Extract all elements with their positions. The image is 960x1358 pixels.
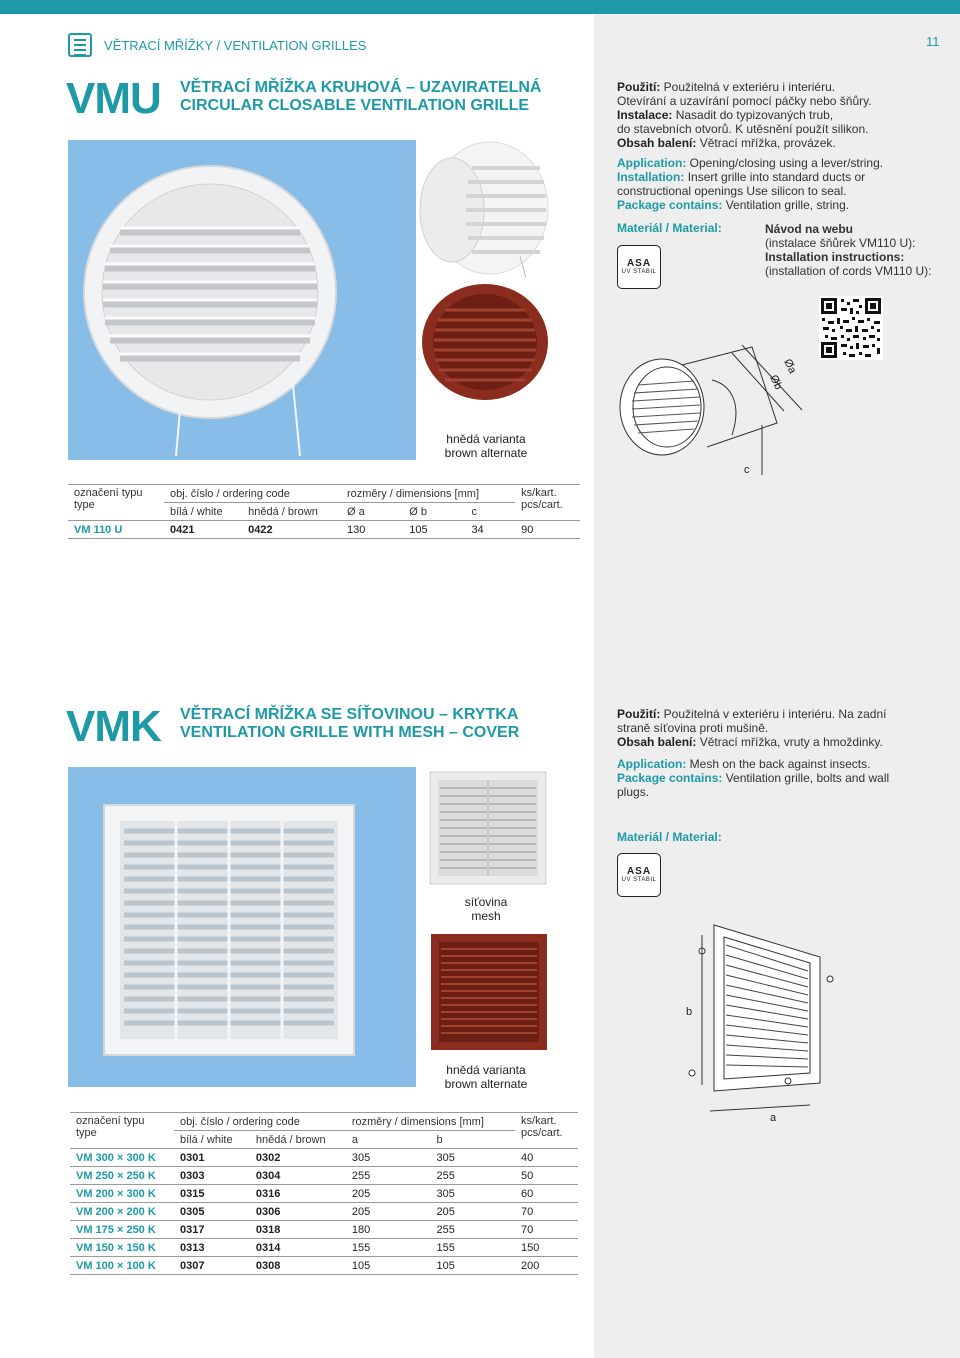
- grille-icon: [68, 33, 92, 57]
- dimension-label-ob: Øb: [767, 373, 785, 392]
- table-header-pcs: ks/kart. pcs/cart.: [515, 485, 580, 521]
- table-header-brown: hnědá / brown: [255, 1133, 326, 1146]
- top-accent-bar: [0, 0, 960, 14]
- dimension-label-oa: Øa: [781, 357, 799, 376]
- vmu-material-label: Materiál / Material:: [617, 221, 722, 235]
- table-header-dims: rozměry / dimensions [mm]: [341, 485, 515, 503]
- vmu-description-en: Application: Opening/closing using a lever/string. Installation: Insert grille into standard ducts or constructional openings Use silicon to seal. Package contains: Ventilation grille, string.: [617, 156, 884, 212]
- table-header-code: obj. číslo / ordering code: [164, 485, 341, 503]
- table-header-a: Ø a: [346, 505, 365, 518]
- table-header-white: bílá / white: [170, 505, 223, 518]
- vmu-spec-table: [68, 484, 580, 539]
- vmk-brown-caption: hnědá varianta brown alternate: [444, 1063, 528, 1091]
- vmu-product-photo: [68, 140, 416, 460]
- vmu-title-en: CIRCULAR CLOSABLE VENTILATION GRILLE: [180, 97, 530, 114]
- table-row: VM 200 × 200 K 0305 0306 205 205 70: [70, 1203, 578, 1221]
- vmu-brown-caption: hnědá varianta brown alternate: [444, 432, 528, 460]
- vmk-mesh-back-image: [428, 770, 548, 886]
- table-row: VM 110 U 0421 0422 130 105 34 90: [68, 521, 580, 539]
- vmk-title-en: VENTILATION GRILLE WITH MESH – COVER: [180, 724, 520, 741]
- vmu-title-cz: VĚTRACÍ MŘÍŽKA KRUHOVÁ – UZAVIRATELNÁ: [180, 79, 542, 96]
- table-row: VM 300 × 300 K 0301 0302 305 305 40: [70, 1149, 578, 1167]
- table-row: VM 100 × 100 K 0307 0308 105 105 200: [70, 1257, 578, 1275]
- vmu-brown-grille-image: [420, 282, 550, 402]
- vmu-description-cz: Použití: Použitelná v exteriéru i interiéru. Otevírání a uzavírání pomocí páčky nebo šňůry. Instalace: Nasadit do typizovaných trub, do stavebních otvorů. K utěsnění použít silikon. Obsah balení: Větrací mřížka, provázek.: [617, 80, 872, 150]
- page-number: 11: [926, 34, 940, 49]
- table-header-type: označení typu type: [68, 485, 164, 521]
- vmu-technical-drawing: [612, 325, 812, 485]
- table-header-b: Ø b: [409, 505, 427, 518]
- table-row: VM 200 × 300 K 0315 0316 205 305 60: [70, 1185, 578, 1203]
- vmu-grille-side-view-image: [402, 138, 552, 278]
- table-header-b: b: [436, 1133, 443, 1146]
- vmk-title-cz: VĚTRACÍ MŘÍŽKA SE SÍŤOVINOU – KRYTKA: [180, 706, 519, 723]
- vmk-spec-table: [70, 1112, 578, 1275]
- table-header-type: označení typu type: [70, 1113, 174, 1149]
- product-code-vmk: VMK: [66, 702, 161, 751]
- vmk-product-photo: [68, 767, 416, 1087]
- vmk-description-cz: Použití: Použitelná v exteriéru i interiéru. Na zadní straně síťovina proti mušině. Obsah balení: Větrací mřížka, vruty a hmoždinky.: [617, 707, 887, 749]
- product-code-vmu: VMU: [66, 74, 161, 123]
- asa-uv-stabil-badge: ASA UV STABIL: [617, 245, 661, 289]
- asa-uv-stabil-badge: ASA UV STABIL: [617, 853, 661, 897]
- vmk-white-grille-image: [68, 767, 416, 1087]
- table-header-pcs: ks/kart. pcs/cart.: [515, 1113, 578, 1149]
- vmk-brown-grille-image: [430, 933, 548, 1051]
- table-row: VM 175 × 250 K 0317 0318 180 255 70: [70, 1221, 578, 1239]
- vmk-material-label: Materiál / Material:: [617, 830, 722, 844]
- dimension-label-b: b: [686, 1006, 693, 1018]
- dimension-label-c: c: [744, 464, 750, 476]
- vmk-mesh-caption: síťovina mesh: [464, 895, 508, 923]
- vmk-description-en: Application: Mesh on the back against insects. Package contains: Ventilation grille, bolts and wall plugs.: [617, 757, 890, 799]
- table-header-white: bílá / white: [180, 1133, 233, 1146]
- table-header-a: a: [351, 1133, 358, 1146]
- section-header-title: VĚTRACÍ MŘÍŽKY / VENTILATION GRILLES: [104, 38, 367, 53]
- table-header-brown: hnědá / brown: [248, 505, 318, 518]
- table-header-dims: rozměry / dimensions [mm]: [346, 1113, 515, 1131]
- qr-code-icon[interactable]: [819, 296, 883, 360]
- vmu-web-instructions: Návod na webu (instalace šňůrek VM110 U): Installation instructions: (installation of cords VM110 U):: [765, 222, 932, 278]
- info-panel-background: [594, 14, 960, 1358]
- dimension-label-a: a: [770, 1112, 777, 1124]
- vmu-white-grille-image: [68, 140, 416, 460]
- vmk-technical-drawing: [670, 915, 870, 1125]
- table-row: VM 250 × 250 K 0303 0304 255 255 50: [70, 1167, 578, 1185]
- table-row: VM 150 × 150 K 0313 0314 155 155 150: [70, 1239, 578, 1257]
- table-header-code: obj. číslo / ordering code: [174, 1113, 346, 1131]
- table-header-c: c: [471, 505, 477, 518]
